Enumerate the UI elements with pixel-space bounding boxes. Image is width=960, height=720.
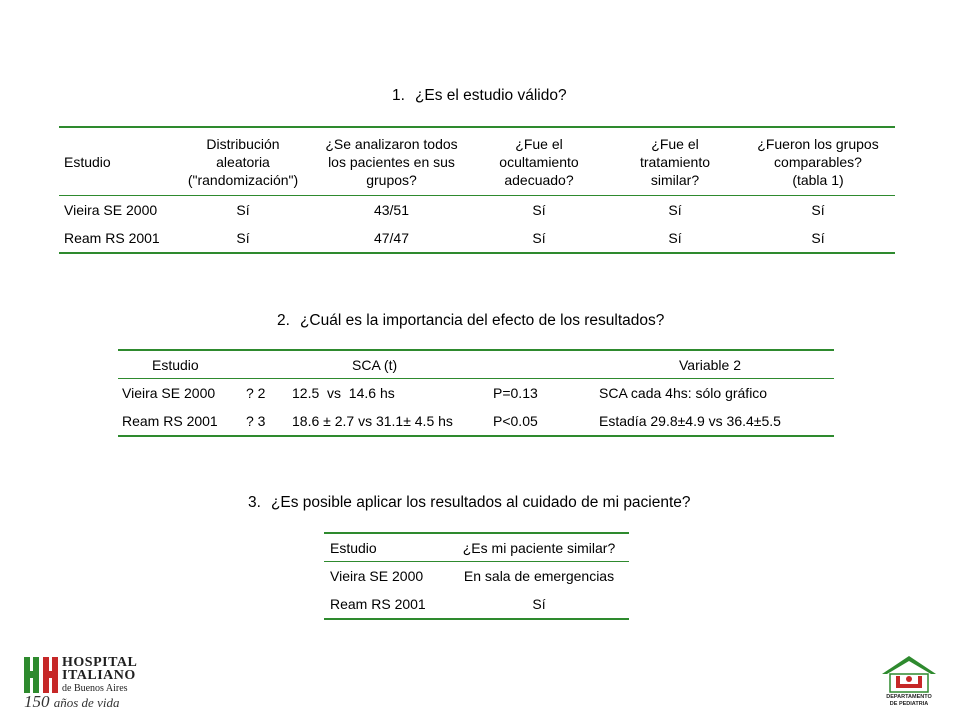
table-row — [324, 562, 629, 591]
pediatria-label-line2: DE PEDIATRIA — [889, 701, 929, 707]
anniversary-number: 150 — [24, 692, 50, 711]
anniversary-text: años de vida — [53, 695, 120, 710]
pediatria-label — [878, 694, 940, 708]
house-icon — [878, 652, 940, 694]
table-row — [118, 379, 834, 408]
section1-heading — [392, 87, 567, 105]
header-cell: ¿Es mi paciente similar? — [449, 533, 629, 562]
section1-number: 1. — [392, 87, 405, 104]
table-row — [59, 224, 895, 253]
header-cell: ¿Fue el ocultamiento adecuado? — [469, 127, 609, 196]
header-cell: ¿Fue el tratamiento similar? — [609, 127, 741, 196]
pediatria-label-line1: DEPARTAMENTO — [886, 694, 932, 700]
section3-title: ¿Es posible aplicar los resultados al cuidado de mi paciente? — [270, 494, 691, 511]
table-cell: Sí — [811, 202, 825, 218]
table-cell: 47/47 — [373, 230, 410, 246]
table-cell: Vieira SE 2000 — [330, 568, 424, 584]
section3-number: 3. — [248, 494, 261, 511]
table-cell: Ream RS 2001 — [64, 230, 160, 246]
header-cell: Variable 2 — [599, 350, 834, 379]
table-row — [324, 590, 629, 619]
table-row — [59, 196, 895, 225]
table-cell: Estadía 29.8±4.9 vs 36.4±5.5 — [599, 413, 781, 429]
header-cell: Estudio — [59, 127, 172, 196]
logo-line1: HOSPITAL — [62, 655, 138, 670]
applicability-table — [324, 532, 629, 620]
section1-title: ¿Es el estudio válido? — [414, 87, 567, 104]
header-cell: Estudio — [118, 350, 246, 379]
header-cell: ¿Fueron los grupos comparables? (tabla 1) — [741, 127, 895, 196]
header-cell: Distribución aleatoria ("randomización") — [172, 127, 314, 196]
table-cell: Sí — [811, 230, 825, 246]
section2-heading — [277, 312, 664, 330]
table-cell: 12.5 vs 14.6 hs — [292, 385, 395, 401]
table-cell: Sí — [532, 596, 546, 612]
table-header-row — [118, 350, 834, 379]
validity-table — [59, 126, 895, 254]
table-cell: P=0.13 — [493, 385, 538, 401]
table-cell: 18.6 ± 2.7 vs 31.1± 4.5 hs — [292, 413, 453, 429]
table-header-row — [324, 533, 629, 562]
header-cell: Estudio — [324, 533, 449, 562]
table-cell: En sala de emergencias — [463, 568, 615, 584]
table-cell: Sí — [532, 202, 546, 218]
section2-title: ¿Cuál es la importancia del efecto de los resultados? — [299, 312, 665, 329]
logo-anniversary — [24, 692, 119, 712]
table-cell: Sí — [236, 202, 250, 218]
table-cell: 43/51 — [373, 202, 410, 218]
table-cell: Vieira SE 2000 — [64, 202, 158, 218]
table-cell: SCA cada 4hs: sólo gráfico — [599, 385, 768, 401]
table-header-row — [59, 127, 895, 196]
effect-table — [118, 349, 834, 437]
table-cell: ? 3 — [246, 413, 266, 429]
table-cell: Sí — [236, 230, 250, 246]
section3-heading — [248, 494, 691, 512]
table-cell: Ream RS 2001 — [330, 596, 426, 612]
table-cell: P<0.05 — [493, 413, 538, 429]
hospital-cross-icon — [24, 657, 58, 693]
pediatria-logo — [878, 652, 940, 712]
table-cell: Ream RS 2001 — [122, 413, 218, 429]
table-cell: Sí — [532, 230, 546, 246]
logo-line2: ITALIANO — [62, 668, 136, 683]
table-row — [118, 407, 834, 436]
header-cell: SCA (t) — [246, 350, 599, 379]
section2-number: 2. — [277, 312, 290, 329]
header-cell: ¿Se analizaron todos los pacientes en sus grupos? — [314, 127, 469, 196]
table-cell: ? 2 — [246, 385, 266, 401]
table-cell: Sí — [668, 202, 682, 218]
table-cell: Vieira SE 2000 — [122, 385, 216, 401]
table-cell: Sí — [668, 230, 682, 246]
logo-line3: de Buenos Aires — [62, 683, 128, 694]
hospital-italiano-logo — [24, 655, 184, 710]
